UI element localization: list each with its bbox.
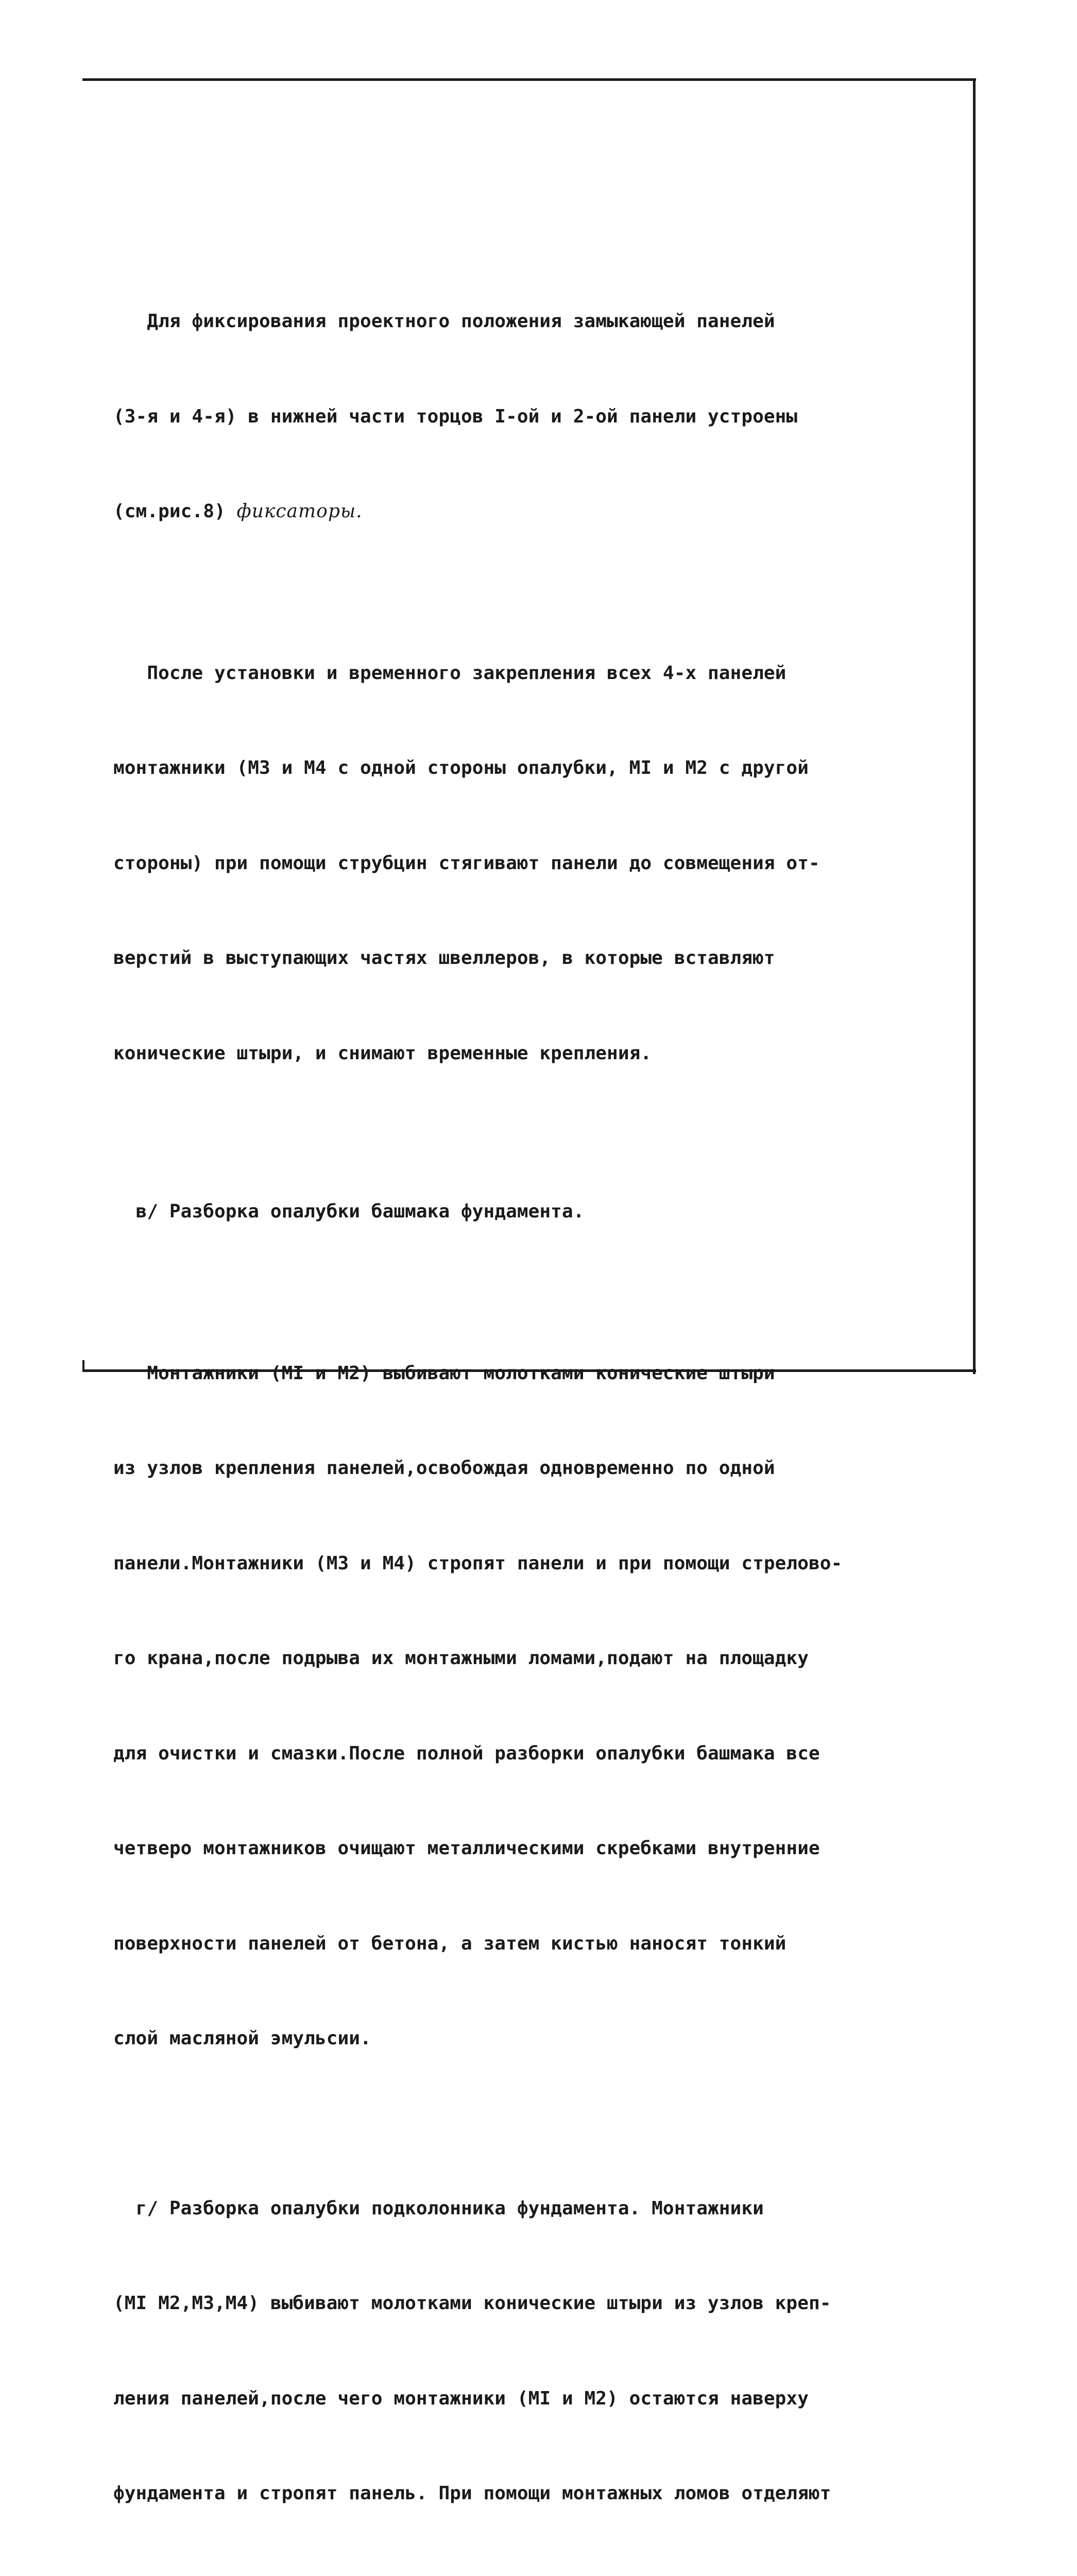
text-line — [113, 2573, 968, 2576]
text-line: из узлов крепления панелей,освобождая одновременно по одной — [113, 1452, 968, 1484]
text-line: четверо монтажников очищают металлическими скребками внутренние — [113, 1833, 968, 1865]
text-line: для очистки и смазки.После полной разборки опалубки башмака все — [113, 1738, 968, 1770]
page-frame-top-rule — [82, 78, 976, 81]
text-line: Для фиксирования проектного положения замыкающей панелей — [113, 306, 968, 337]
text-line: фундамента и стропят панель. При помощи монтажных ломов отделяют — [113, 2478, 968, 2510]
text-line: слой масляной эмульсии. — [113, 2023, 968, 2055]
text-line: (МI М2,М3,М4) выбивают молотками конические штыри из узлов креп- — [113, 2287, 968, 2319]
text-line: г/ Разборка опалубки подколонника фундамента. Монтажники — [113, 2193, 968, 2225]
text-line: ления панелей,после чего монтажники (МI и М2) остаются наверху — [113, 2383, 968, 2415]
text-line — [113, 496, 968, 528]
paragraph-column-base-disassembly — [113, 2129, 968, 2576]
text-line: конические штыри, и снимают временные крепления. — [113, 1038, 968, 1070]
text-line: го крана,после подрыва их монтажными ломами,подают на площадку — [113, 1642, 968, 1674]
handwritten-insert: фиксаторы. — [237, 501, 363, 522]
page-frame-right-rule — [973, 78, 976, 1374]
text-line: монтажники (М3 и М4 с одной стороны опалубки, МI и М2 с другой — [113, 752, 968, 784]
document-body — [113, 242, 968, 1329]
text-line: стороны) при помощи струбцин стягивают панели до совмещения от- — [113, 848, 968, 879]
text-line-start: (см.рис.8) — [113, 501, 237, 522]
paragraph-fixing-closing-panels — [113, 242, 968, 591]
text-line: верстий в выступающих частях швеллеров, в которые вставляют — [113, 942, 968, 974]
page-frame-corner-tick — [82, 1360, 84, 1371]
paragraph-panel-installation — [113, 594, 968, 1133]
text-line: (3-я и 4-я) в нижней части торцов I-ой и 2-ой панели устроены — [113, 401, 968, 433]
text-line: поверхности панелей от бетона, а затем кистью наносят тонкий — [113, 1928, 968, 1960]
text-line: в/ Разборка опалубки башмака фундамента. — [113, 1196, 968, 1228]
text-line: После установки и временного закрепления всех 4-х панелей — [113, 657, 968, 689]
text-line: панели.Монтажники (М3 и М4) стропят панели и при помощи стрелово- — [113, 1548, 968, 1580]
section-heading-v — [113, 1132, 968, 1291]
text-line: Монтажники (МI и М2) выбивают молотками конические штыри — [113, 1358, 968, 1389]
paragraph-shoe-disassembly — [113, 1294, 968, 2118]
